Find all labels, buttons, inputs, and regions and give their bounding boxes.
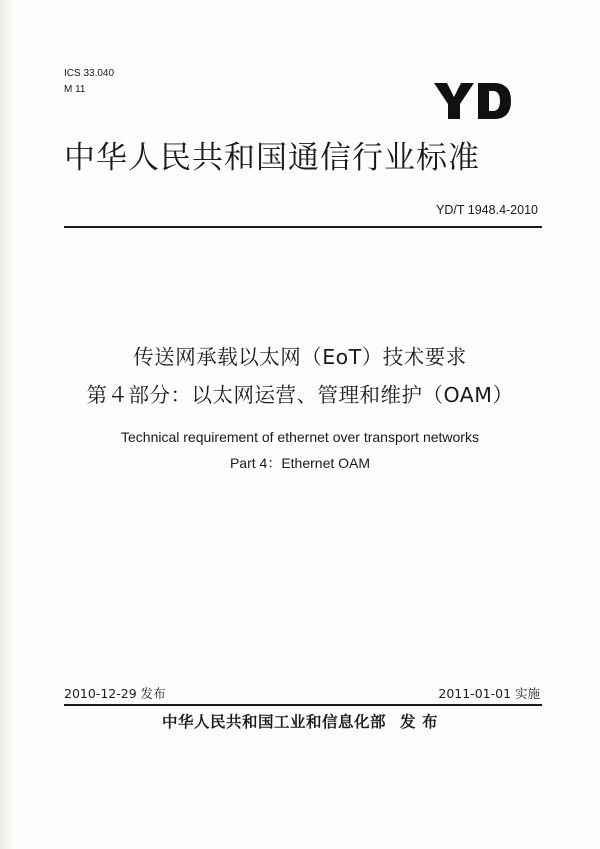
ics-code: ICS 33.040 (64, 68, 115, 79)
org-title: 中华人民共和国通信行业标准 (64, 140, 480, 176)
yd-logo (432, 80, 512, 122)
yd-logo-letter-d (478, 83, 511, 119)
implementation-date: 2011-01-01 实施 (438, 686, 540, 701)
title-chinese-line-2: 第４部分：以太网运营、管理和维护（OAM） (86, 383, 514, 407)
standard-code: YD/T 1948.4-2010 (436, 203, 538, 217)
yd-logo-letter-y (434, 83, 474, 119)
title-english-line-2: Part 4：Ethernet OAM (229, 455, 371, 471)
publisher-line (0, 712, 600, 732)
publisher-name: 中华人民共和国工业和信息化部 (162, 713, 387, 731)
footer-rule (64, 704, 542, 706)
header-rule (64, 226, 542, 228)
title-chinese-line-1: 传送网承载以太网（EoT）技术要求 (133, 345, 467, 369)
publisher-suffix: 发 布 (400, 713, 438, 731)
ccs-code: M 11 (64, 84, 86, 95)
title-english-line-1: Technical requirement of ethernet over transport networks (121, 429, 479, 445)
issue-date: 2010-12-29 发布 (64, 686, 166, 701)
